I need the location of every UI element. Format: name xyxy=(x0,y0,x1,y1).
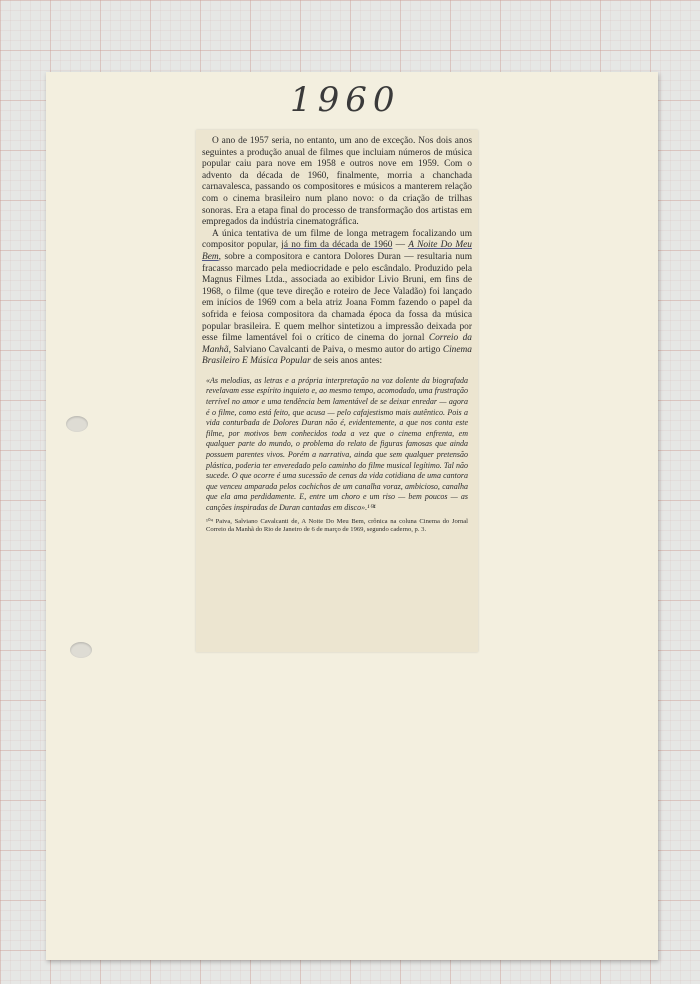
punch-hole-bottom xyxy=(70,642,92,658)
footnote: ¹⁰⁴ Paiva, Salviano Cavalcanti de, A Noite Do Meu Bem, crônica na coluna Cinema do Jornal Correio da Manhã do Rio de Janeiro de 6 de março de 1969, segundo caderno, p. 3. xyxy=(206,517,468,533)
article-title: Cinema Brasileiro E Música Popular xyxy=(202,344,472,367)
handwritten-year: 1960 xyxy=(290,80,401,120)
paragraph-2-text-c: , sobre a compositora e cantora Dolores Duran — resultaria num fracasso marcado pela mediocridade e pelo escândalo. Produzido pela Magnus Filmes Ltda., associada ao exibidor Livio Bruni, em fins de 1968, o filme (que teve direção e roteiro de Jece Valadão) foi lançado em inícios de 1969 com a bela atriz Joana Fomm fazendo o papel da sofrida e feiosa compositora da chamada época da fossa da música popular brasileira. E quem melhor sintetizou a impressão deixada por esse filme lamentável foi o crítico de cinema do jornal xyxy=(202,251,472,344)
punch-hole-top xyxy=(66,416,88,432)
article-body xyxy=(202,136,472,368)
paragraph-2-text-a: A única tentativa de um filme de longa metragem focalizando um compositor popular, xyxy=(202,228,472,251)
paragraph-2 xyxy=(202,229,472,368)
film-title: A Noite Do Meu Bem xyxy=(202,240,472,262)
paragraph-1: O ano de 1957 seria, no entanto, um ano de exceção. Nos dois anos seguintes a produção anual de filmes que incluiam números de música popular caiu para nove em 1958 e outros nove em 1959. Com o advento da década de 1960, finalmente, morria a chanchada carnavalesca, passando os compositores e músicos a manterem relação com o cinema brasileiro num plano novo: o da criação de trilhas sonoras. Era a etapa final do processo de transformação dos artistas em empregados da indústria cinematográfica. xyxy=(202,136,472,228)
paragraph-2-text-b: — xyxy=(392,240,409,251)
paragraph-2-text-e: de seis anos antes: xyxy=(310,356,383,367)
underlined-phrase: já no fim da década de 1960 xyxy=(281,240,393,251)
paragraph-2-text-d: , Salviano Cavalcanti de Paiva, o mesmo autor do artigo xyxy=(228,344,443,355)
block-quote: «As melodias, as letras e a própria interpretação na voz dolente da biografada revelavam esse espírito inquieto e, ao mesmo tempo, acomodado, uma frustração terrível no amor e uma tendência bem lamentável de se deixar enredar — agora é o filme, como está feito, que acusa — pelo cafajestismo mais autêntico. Pois a vida conturbada de Dolores Duran não é, evidentemente, a que nos conta este filme, por motivos bem conhecidos toda a vez que o cinema enfrenta, em qualquer parte do mundo, o problema do relato de figuras famosas que ainda possuem parentes vivos. Porém a narrativa, ainda que sem qualquer pretensão plástica, poderia ter enveredado pelo caminho do filme musical legítimo. Tal não sucede. O que ocorre é uma sucessão de cenas da vida cotidiana de uma cantora que venceu amparada pelos cochichos de um canalha voraz, ambicioso, canalha que ela ama perdidamente. E, entre um choro e um riso — bem poucos — as canções inspiradas de Duran cantadas em disco».¹⁰⁴ xyxy=(206,375,468,512)
newspaper-name: Correio da Manhã xyxy=(202,333,472,355)
newspaper-clipping xyxy=(196,130,478,652)
